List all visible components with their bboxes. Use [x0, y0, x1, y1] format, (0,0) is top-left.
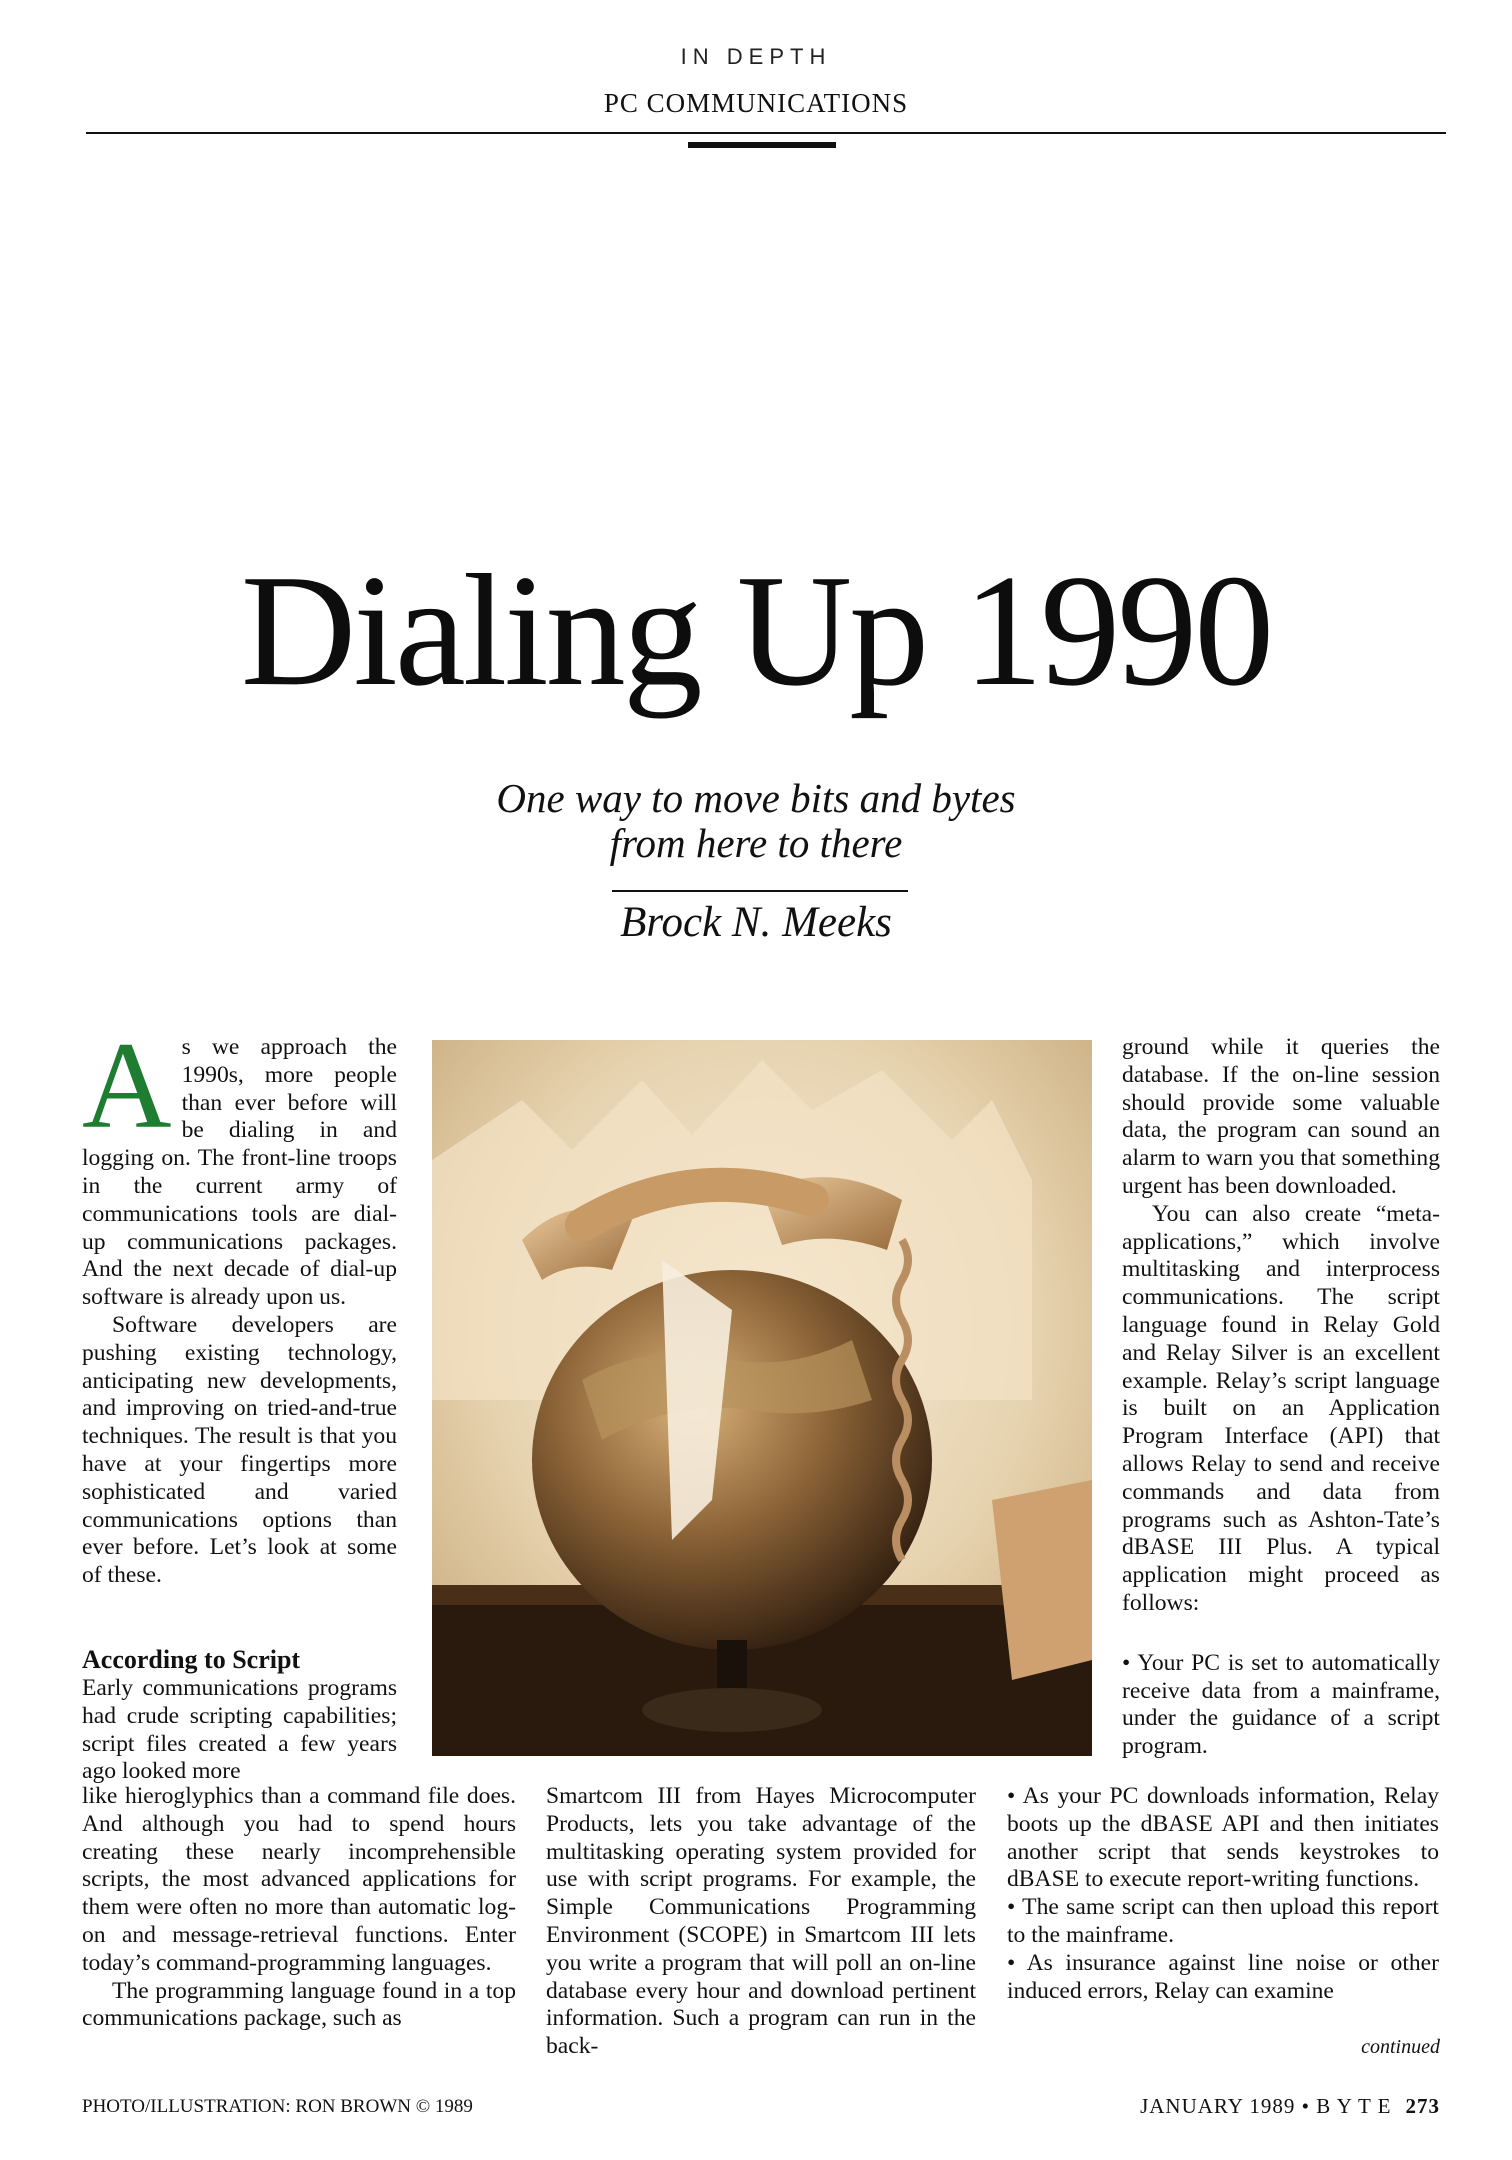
- column-1: [82, 1017, 397, 1590]
- bullet-3: • The same script can then upload this report to the mainframe.: [1007, 1894, 1439, 1948]
- column-3-bottom: [1007, 1783, 1439, 2005]
- column-1-bottom: [82, 1783, 516, 2033]
- header-rule: [86, 132, 1446, 134]
- page-footer: [1140, 2094, 1440, 2119]
- header-accent-bar: [688, 142, 836, 148]
- article-title: Dialing Up 1990: [240, 541, 1272, 719]
- section-heading: According to Script: [82, 1645, 301, 1674]
- continued-label: continued: [1361, 2036, 1440, 2058]
- issue-label: JANUARY 1989 • B Y T E: [1140, 2094, 1392, 2118]
- drop-cap: A: [82, 1017, 172, 1154]
- page-number: 273: [1405, 2094, 1440, 2118]
- photo-credit: PHOTO/ILLUSTRATION: RON BROWN © 1989: [82, 2096, 473, 2117]
- bullet-4: • As insurance against line noise or other induced errors, Relay can examine: [1007, 1949, 1439, 2004]
- column-3: [1122, 1034, 1440, 1761]
- article-deck: [0, 776, 1512, 866]
- deck-line-1: One way to move bits and bytes: [496, 775, 1016, 821]
- paragraph-4: The programming language found in a top communications package, such as: [82, 1977, 516, 2032]
- paragraph-5: Smartcom III from Hayes Microcomputer Products, lets you take advantage of the multitasking operating system provided for use with script programs. For example, the Simple Communications Programming Environment (SCOPE) in Smartcom III lets you write a program that will poll an on-line database every hour and download pertinent information. Such a program can run in the back-: [546, 1783, 976, 2060]
- section-title: PC COMMUNICATIONS: [603, 88, 909, 118]
- paragraph-3a: Early communications programs had crude scripting capabilities; script files created a few years ago looked more: [82, 1675, 397, 1785]
- byline: Brock N. Meeks: [620, 899, 892, 946]
- paragraph-2: Software developers are pushing existing technology, anticipating new developments, and improving on tried-and-true techniques. The result is that you have at your fingertips more sophisticated and varied communications options than ever before. Let’s look at some of these.: [82, 1311, 397, 1589]
- column-1-lower: [82, 1645, 437, 1786]
- paragraph-1: s we approach the 1990s, more people than ever before will be dialing in and logging on. The front-line troops in the current army of communications tools are dial-up communications packages. And the next decade of dial-up software is already upon us.: [82, 1034, 397, 1311]
- bullet-1: • Your PC is set to automatically receive data from a mainframe, under the guidance of a script program.: [1122, 1649, 1440, 1760]
- paragraph-6: ground while it queries the database. If the on-line session should provide some valuable data, the program can sound an alarm to warn you that something urgent has been downloaded.: [1122, 1034, 1440, 1199]
- paragraph-7: You can also create “meta-applications,” which involve multitasking and interprocess communications. The script language found in Relay Gold and Relay Silver is an excellent example. Relay’s script language is built on an Application Program Interface (API) that allows Relay to send and receive commands and data from programs such as Ashton-Tate’s dBASE III Plus. A typical application might proceed as follows:: [1122, 1200, 1440, 1616]
- globe-telephone-photo: [432, 1040, 1092, 1756]
- deck-line-2: from here to there: [609, 820, 903, 866]
- column-2: [546, 1783, 976, 2061]
- paragraph-3b: like hieroglyphics than a command file does. And although you had to spend hours creating these nearly incomprehensible scripts, the most advanced applications for them were often no more than automatic log-on and message-retrieval functions. Enter today’s command-programming languages.: [82, 1783, 516, 1976]
- photo-illustration: [432, 1040, 1092, 1756]
- byline-rule: [612, 890, 908, 892]
- kicker: IN DEPTH: [680, 44, 832, 69]
- bullet-2: • As your PC downloads information, Relay boots up the dBASE API and then initiates another script that sends keystrokes to dBASE to execute report-writing functions.: [1007, 1783, 1439, 1893]
